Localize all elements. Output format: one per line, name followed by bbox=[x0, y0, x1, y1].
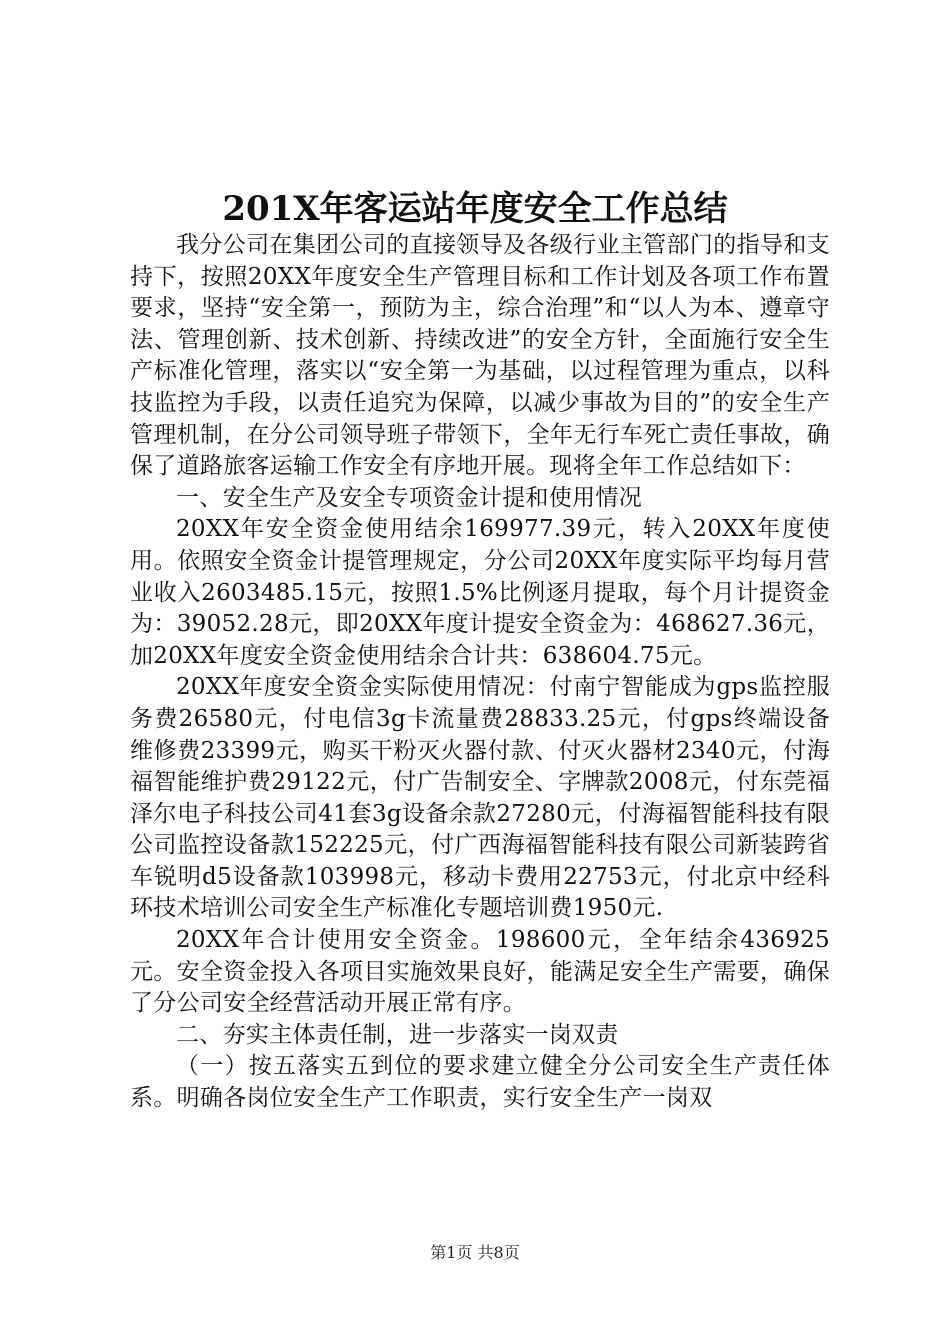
paragraph-fund-summary: 20XX年合计使用安全资金。198600元，全年结余436925元。安全资金投入各项目实施效果良好，能满足安全生产需要，确保了分公司安全经营活动开展正常有序。 bbox=[130, 927, 830, 1017]
section-heading-1: 一、安全生产及安全专项资金计提和使用情况 bbox=[176, 484, 642, 511]
section-heading-2: 二、夯实主体责任制，进一步落实一岗双责 bbox=[176, 1021, 619, 1048]
document-title: 201X年客运站年度安全工作总结 bbox=[222, 189, 728, 229]
document-body bbox=[130, 230, 830, 1115]
paragraph-fund-usage: 20XX年度安全资金实际使用情况：付南宁智能成为gps监控服务费26580元，付电信3g卡流量费28833.25元，付gps终端设备维修费23399元，购买干粉灭火器付款、付灭火器材2340元，付海福智能维护费29122元，付广告制安全、字牌款2008元，付东莞福泽尔电子科技公司41套3g设备余款27280元，付海福智能科技有限公司监控设备款152225元，付广西海福智能科技有限公司新装跨省车锐明d5设备款103998元，移动卡费用22753元，付北京中经科环技术培训公司安全生产标准化专题培训费1950元. bbox=[130, 674, 830, 922]
paragraph-intro: 我分公司在集团公司的直接领导及各级行业主管部门的指导和支持下，按照20XX年度安全生产管理目标和工作计划及各项工作布置要求，坚持“安全第一，预防为主，综合治理”和“以人为本、遵章守法、管理创新、技术创新、持续改进”的安全方针，全面施行安全生产标准化管理，落实以“安全第一为基础，以过程管理为重点，以科技监控为手段，以责任追究为保障，以减少事故为目的”的安全生产管理机制，在分公司领导班子带领下，全年无行车死亡责任事故，确保了道路旅客运输工作安全有序地开展。现将全年工作总结如下： bbox=[130, 232, 830, 480]
paragraph-fund-provision: 20XX年安全资金使用结余169977.39元，转入20XX年度使用。依照安全资金计提管理规定，分公司20XX年度实际平均每月营业收入2603485.15元，按照1.5%比例逐月提取，每个月计提资金为：39052.28元，即20XX年度计提安全资金为：468627.36元，加20XX年度安全资金使用结余合计共：638604.75元。 bbox=[130, 516, 830, 669]
page-number-footer: 第1页 共8页 bbox=[430, 1243, 520, 1262]
paragraph-responsibility: （一）按五落实五到位的要求建立健全分公司安全生产责任体系。明确各岗位安全生产工作职责，实行安全生产一岗双 bbox=[130, 1053, 830, 1112]
